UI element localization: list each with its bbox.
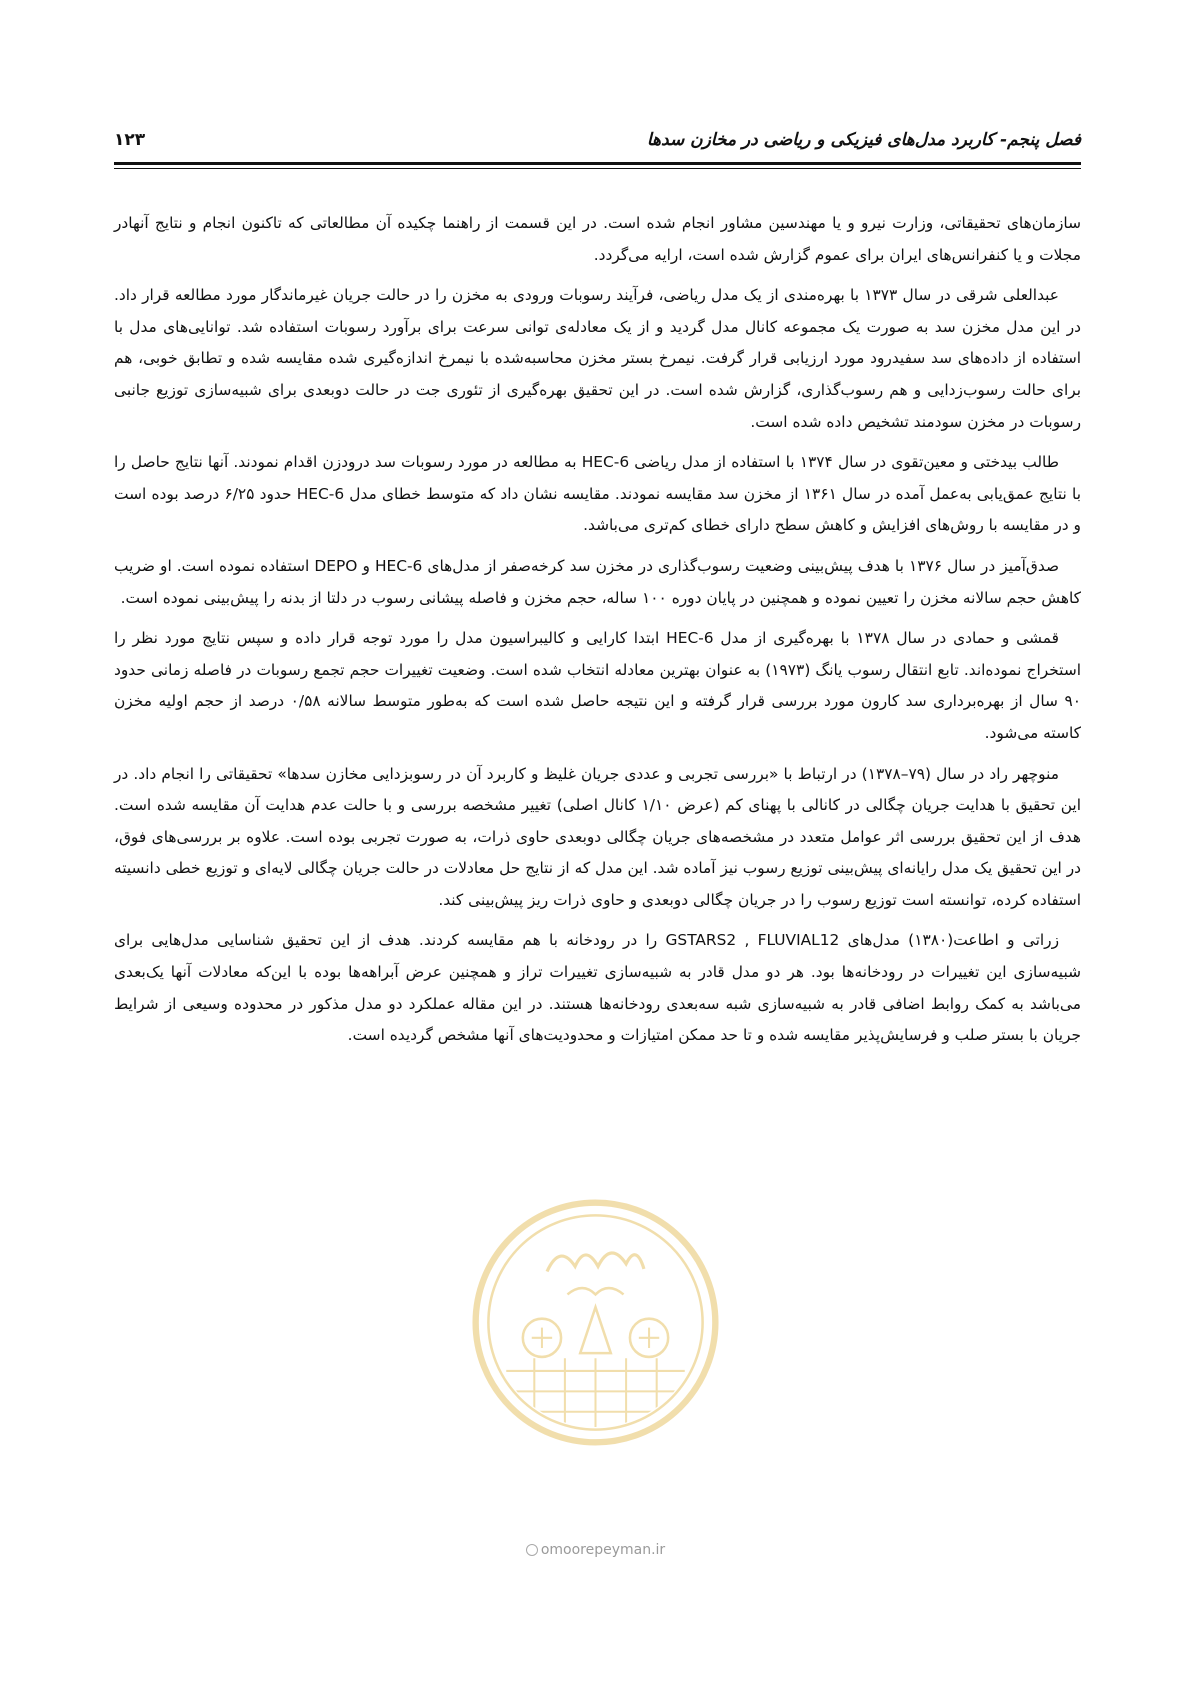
header-rule-thick [114,162,1081,165]
paragraph-sharghi: عبدالعلی شرقی در سال ۱۳۷۳ با بهره‌مندی از یک مدل ریاضی، فرآیند رسوبات ورودی به مخزن را در حالت جریان غیرماندگار مورد مطالعه قرار داد. در این مدل مخزن سد به صورت یک مجموعه کانال مدل گردید و از یک معادله‌ی توانی سرعت برای برآورد رسوبات استفاده شد. توانایی‌های مدل با استفاده از داده‌های سد سفیدرود مورد ارزیابی قرار گرفت. نیمرخ بستر مخزن محاسبه‌شده با نیمرخ اندازه‌گیری شده مقایسه شده و تطابق خوبی، هم برای حالت رسوب‌زدایی و هم رسوب‌گذاری، گزارش شده است. در این تحقیق بهره‌گیری از تئوری جت در حالت دوبعدی برای شبیه‌سازی توزیع جانبی رسوبات در مخزن سودمند تشخیص داده شده است. [114,286,1081,431]
body-text [114,208,1081,1061]
paragraph-intro: سازمان‌های تحقیقاتی، وزارت نیرو و یا مهندسین مشاور انجام شده است. در این قسمت از راهنما چکیده آن مطالعاتی که تاکنون انجام و نتایج آنهادر مجلات و یا کنفرانس‌های ایران برای عموم گزارش شده است، ارایه می‌گردد. [114,214,1081,264]
paragraph-sedghamiz: صدق‌آمیز در سال ۱۳۷۶ با هدف پیش‌بینی وضعیت رسوب‌گذاری در مخزن سد کرخه‌صفر از مدل‌های HEC-6 و DEPO استفاده نموده است. او ضریب کاهش حجم سالانه مخزن را تعیین نموده و همچنین در پایان دوره ۱۰۰ ساله، حجم مخزن و فاصله پیشانی رسوب در دلتا از بدنه را پیش‌بینی نموده است. [114,556,1081,607]
paragraph-ghomeshi: قمشی و حمادی در سال ۱۳۷۸ با بهره‌گیری از مدل HEC-6 ابتدا کارایی و کالیبراسیون مدل را مورد توجه قرار داده و سپس نتایج مورد نظر را استخراج نموده‌اند. تابع انتقال رسوب یانگ (۱۹۷۳) به عنوان بهترین معادله انتخاب شده است. وضعیت تغییرات حجم تجمع رسوبات در فاصله زمانی حدود ۹۰ سال از بهره‌برداری سد کارون مورد بررسی قرار گرفته و این نتیجه حاصل شده است که به‌طور متوسط سالانه ۰/۵۸ درصد از حجم اولیه مخزن کاسته می‌شود. [114,629,1082,742]
paragraph-zarati: زراتی و اطاعت(۱۳۸۰) مدل‌های GSTARS2 , FLUVIAL12 را در رودخانه با هم مقایسه کردند. هدف از این تحقیق شناسایی مدل‌هایی برای شبیه‌سازی این تغییرات در رودخانه‌ها بود. هر دو مدل قادر به شبیه‌سازی تغییرات تراز و همچنین عرض آبراهه‌ها بوده با این‌که معادلات آنها یک‌بعدی می‌باشد به کمک روابط اضافی قادر به شبیه‌سازی شبه سه‌بعدی رودخانه‌ها هستند. در این مقاله عملکرد دو مدل مذکور در محدوده وسیعی از شرایط جریان با بستر صلب و فرسایش‌پذیر مقایسه شده و تا حد ممکن امتیازات و محدودیت‌های آنها مشخص گردیده است. [114,931,1081,1045]
page-number: ۱۲۳ [114,130,146,150]
page-header [114,124,1081,164]
paragraph-bidokhti: طالب بیدختی و معین‌تقوی در سال ۱۳۷۴ با استفاده از مدل ریاضی HEC-6 به مطالعه در مورد رسوبات سد درودزن اقدام نمودند. آنها نتایج حاصل را با نتایج عمق‌یابی به‌عمل آمده در سال ۱۳۶۱ از مخزن سد مقایسه نمودند. مقایسه نشان داد که متوسط خطای مدل HEC-6 حدود ۶/۲۵ درصد بوده است و در مقایسه با روش‌های افزایش و کاهش سطح دارای خطای کم‌تری می‌باشد. [114,453,1081,535]
paragraph-manouchehr-rad: منوچهر راد در سال (۷۹–۱۳۷۸) در ارتباط با «بررسی تجربی و عددی جریان غلیظ و کاربرد آن در رسوبزدایی مخازن سدها» تحقیقاتی را انجام داد. در این تحقیق با هدایت جریان چگالی در کانالی با پهنای کم (عرض ۱/۱۰ کانال اصلی) تغییر مشخصه بررسی و با حالت عدم هدایت آن مقایسه شده است. هدف از این تحقیق بررسی اثر عوامل متعدد در مشخصه‌های جریان چگالی دوبعدی حاوی ذرات، به صورت تجربی بوده است. علاوه بر بررسی‌های فوق، در این تحقیق یک مدل رایانه‌ای پیش‌بینی توزیع رسوب نیز آماده شد. این مدل که از نتایج حل معادلات در حالت جریان چگالی لایه‌ای و توزیع خطی دانسیته استفاده کرده، توانسته است توزیع رسوب را در جریان چگالی دوبعدی و حاوی ذرات ریز پیش‌بینی کند. [114,764,1081,909]
watermark-url-text: omoorepeyman.ir [540,1542,666,1558]
watermark-seal-icon [468,1195,723,1450]
watermark-url [0,1542,1191,1558]
at-sign-icon [526,1544,538,1556]
chapter-title: فصل پنجم- کاربرد مدل‌های فیزیکی و ریاضی در مخازن سدها [646,130,1081,150]
header-rule-thin [114,168,1081,169]
